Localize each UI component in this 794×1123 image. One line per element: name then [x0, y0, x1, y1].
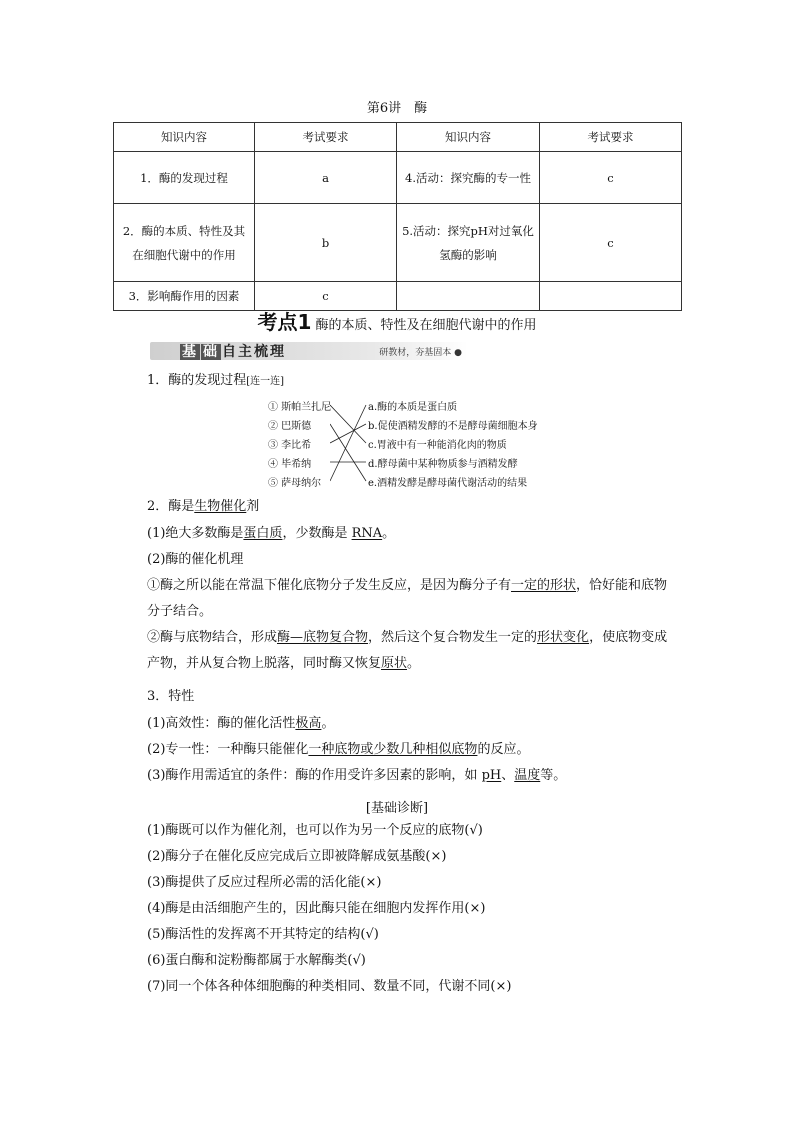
match-right-item: a.酶的本质是蛋白质: [368, 402, 458, 413]
underlined-answer: 温度: [514, 768, 541, 783]
s1-tag: [连一连]: [246, 376, 285, 387]
banner-char-2: 础: [203, 344, 219, 360]
underlined-answer: pH: [481, 768, 502, 783]
paragraph: [132, 737, 672, 763]
match-right-item: c.胃液中有一种能消化肉的物质: [368, 440, 507, 451]
underlined-answer: 酶—底物复合物: [277, 630, 369, 645]
text: ，恰好能和底物分子结合。: [147, 578, 668, 619]
list-item: (2)酶分子在催化反应完成后立即被降解成氨基酸(×): [147, 849, 447, 864]
table-cell: 2．酶的本质、特性及其在细胞代谢中的作用: [114, 204, 255, 282]
s2-body: [132, 521, 672, 677]
list-item: (1)酶既可以作为催化剂，也可以作为另一个反应的底物(√): [147, 823, 483, 838]
table-header-row: [114, 123, 682, 152]
text: ，然后这个复合物发生一定的: [368, 630, 538, 645]
page-title: 第6讲 酶: [366, 101, 428, 116]
table-header-cell: 考试要求: [255, 123, 397, 152]
matching-lines: [330, 398, 370, 494]
list-item: (3)酶提供了反应过程所必需的活化能(×): [147, 875, 382, 890]
match-left-item: ④ 毕希纳: [268, 459, 312, 470]
banner-subtitle: 研教材，夯基固本 ●: [379, 348, 462, 358]
table-cell: 4.活动：探究酶的专一性: [397, 152, 540, 204]
table-cell: 1．酶的发现过程: [114, 152, 255, 204]
match-right-item: d.酵母菌中某种物质参与酒精发酵: [368, 459, 518, 470]
table-cell: 3．影响酶作用的因素: [114, 282, 255, 311]
section-title: 酶的本质、特性及在细胞代谢中的作用: [315, 318, 537, 333]
text: (2)专一性：一种酶只能催化: [147, 742, 309, 757]
table-row: [114, 204, 682, 282]
text: 。: [321, 716, 335, 731]
diagnosis-list: [132, 818, 672, 1000]
match-line: [330, 424, 366, 443]
text: 。: [382, 526, 396, 541]
paragraph: [132, 763, 672, 789]
requirements-table: [113, 122, 682, 311]
text: (1)绝大多数酶是: [147, 526, 244, 541]
paragraph: [132, 521, 672, 547]
text: ②酶与底物结合，形成: [147, 630, 278, 645]
match-line: [330, 424, 366, 481]
s1-heading: [147, 372, 284, 391]
section-heading: [0, 306, 794, 335]
underlined-answer: 原状: [381, 656, 408, 671]
text: 剂: [246, 499, 260, 514]
match-right-item: e.酒精发酵是酵母菌代谢活动的结果: [368, 478, 528, 489]
table-cell: c: [540, 152, 682, 204]
list-item: (5)酶活性的发挥离不开其特定的结构(√): [147, 927, 379, 942]
text: (3)酶作用需适宜的条件：酶的作用受许多因素的影响，如: [147, 768, 482, 783]
paragraph: [132, 625, 672, 677]
table-cell: a: [255, 152, 397, 204]
table-cell: c: [255, 282, 397, 311]
table-cell: c: [540, 204, 682, 282]
list-item: (7)同一个体各种体细胞酶的种类相同、数量不同，代谢不同(×): [147, 979, 512, 994]
underlined-answer: RNA: [351, 526, 383, 541]
paragraph: (2)酶的催化机理: [147, 552, 244, 567]
s3-body: [132, 711, 672, 789]
match-left-item: ⑤ 萨母纳尔: [268, 478, 322, 489]
kaodian-number: 1: [297, 310, 312, 334]
match-right-item: b.促使酒精发酵的不是酵母菌细胞本身: [368, 421, 538, 432]
underlined-answer: 一定的形状: [511, 578, 577, 593]
s1-heading-text: 1．酶的发现过程: [147, 373, 247, 388]
text: 、: [501, 768, 515, 783]
s2-heading: [147, 498, 259, 516]
banner-label: [172, 341, 294, 361]
paragraph: [132, 573, 672, 625]
paragraph: [132, 711, 672, 737]
text: 。: [407, 656, 421, 671]
match-left-item: ③ 李比希: [268, 440, 312, 451]
table-cell: b: [255, 204, 397, 282]
text: ，少数酶是: [282, 526, 352, 541]
kaodian-label: 考点: [257, 310, 298, 334]
table-header-cell: 知识内容: [397, 123, 540, 152]
text: 等。: [540, 768, 567, 783]
banner-rest: 自主梳理: [222, 344, 286, 360]
list-item: (6)蛋白酶和淀粉酶都属于水解酶类(√): [147, 953, 366, 968]
text: 的反应。: [477, 742, 530, 757]
table-header-cell: 考试要求: [540, 123, 682, 152]
text: ，使底物变成产物，并从复合物上脱落，同时酶又恢复: [147, 630, 668, 671]
list-item: (4)酶是由活细胞产生的，因此酶只能在细胞内发挥作用(×): [147, 901, 486, 916]
text: ①酶之所以能在常温下催化底物分子发生反应，是因为酶分子有: [147, 578, 512, 593]
underlined-answer: 形状变化: [537, 630, 590, 645]
table-header-cell: 知识内容: [114, 123, 255, 152]
table-cell: 5.活动：探究pH对过氧化氢酶的影响: [397, 204, 540, 282]
matching-exercise: [268, 398, 598, 494]
match-line: [330, 405, 366, 481]
match-line: [330, 405, 366, 443]
banner-char-1: 基: [182, 344, 198, 360]
diagnosis-heading: [基础诊断]: [365, 801, 429, 816]
underlined-answer: 一种底物或少数几种相似底物: [308, 742, 478, 757]
text: 2．酶是: [147, 499, 195, 514]
underlined-answer: 蛋白质: [243, 526, 283, 541]
s3-heading: 3．特性: [147, 689, 195, 704]
table-row: [114, 152, 682, 204]
banner-subtitle-text: 研教材，夯基固本: [379, 348, 452, 358]
underlined-answer: 生物催化: [194, 499, 247, 514]
text: (1)高效性：酶的催化活性: [147, 716, 296, 731]
basics-banner: [150, 342, 468, 360]
match-left-item: ① 斯帕兰扎尼: [268, 402, 332, 413]
underlined-answer: 极高: [295, 716, 322, 731]
match-left-item: ② 巴斯德: [268, 421, 312, 432]
